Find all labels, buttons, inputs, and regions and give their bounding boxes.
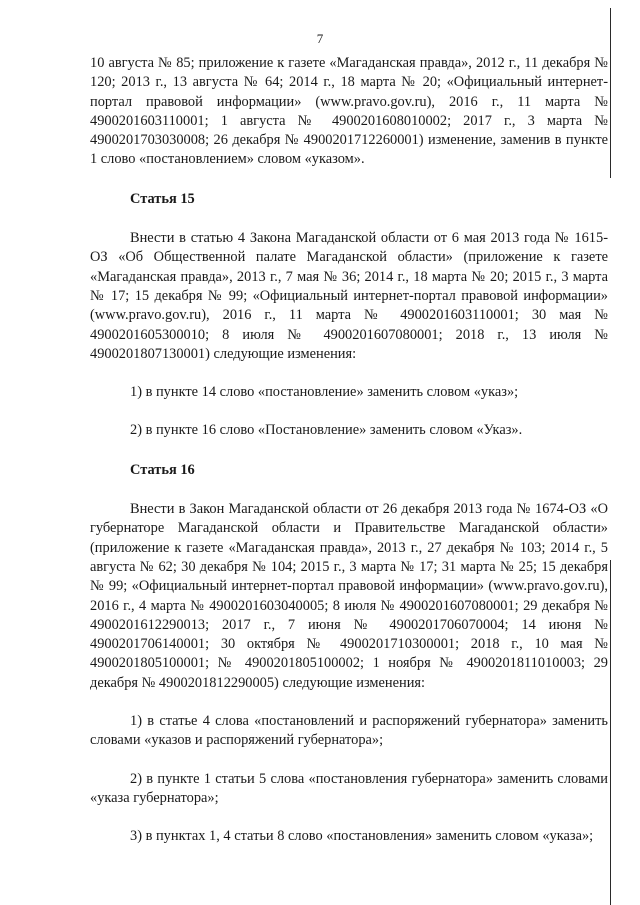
article-16-text: Внести в Закон Магаданской области от 26 декабря 2013 года № 1674-ОЗ «О губернаторе Магаданской области и Правительстве Магаданской области» (приложение к газете «Магаданская правда», 2013 г., 27 декабря № 103; 2014 г., 5 августа № 62; 30 декабря № 104; 2015 г., 3 марта № 17; 31 марта № 25; 15 декабря № 99; «Официальный интернет-портал правовой информации» (www.pravo.gov.ru), 2016 г., 4 марта № 4900201603040005; 8 июля № 4900201607080001; 29 декабря № 4900201612290013; 2017 г., 7 июня № 4900201706070004; 14 июня № 4900201706140001; 30 октября № 4900201710300001; 2018 г., 10 мая № 4900201805100001; № 4900201805100002; 1 ноября № 4900201811010003; 29 декабря № 4900201812290005) следующие изменения:: [90, 501, 608, 691]
page-number: 7: [316, 31, 324, 46]
article-16-item-2: 2) в пункте 1 статьи 5 слова «постановления губернатора» заменить словами «указа губернатора»;: [90, 770, 608, 806]
article-16-item-1: 1) в статье 4 слова «постановлений и распоряжений губернатора» заменить словами «указов и распоряжений губернатора»;: [90, 713, 608, 749]
article-15-item-2: 2) в пункте 16 слово «Постановление» заменить словом «Указ».: [130, 422, 523, 439]
article-15-item-1: 1) в пункте 14 слово «постановление» заменить словом «указ»;: [130, 384, 519, 401]
article-15-text: Внести в статью 4 Закона Магаданской области от 6 мая 2013 года № 1615-ОЗ «Об Общественной палате Магаданской области» (приложение к газете «Магаданская правда», 2013 г., 7 мая № 36; 2014 г., 18 марта № 20; 2015 г., 3 марта № 17; 15 декабря № 99; «Официальный интернет-портал правовой информации» (www.pravo.gov.ru), 2016 г., 11 марта № 4900201603110001; 30 мая № 4900201605300010; 8 июля № 4900201607080001; 2018 г., 13 июля № 4900201807130001) следующие изменения:: [90, 230, 608, 362]
document-body: [90, 54, 608, 847]
paragraph-continuation: 10 августа № 85; приложение к газете «Магаданская правда», 2012 г., 11 декабря № 120; 2013 г., 13 августа № 64; 2014 г., 18 марта № 20; «Официальный интернет-портал правовой информации» (www.pravo.gov.ru), 2016 г., 11 марта № 4900201603110001; 1 августа № 4900201608010002; 2017 г., 3 марта № 4900201703030008; 26 декабря № 4900201712260001) изменение, заменив в пункте 1 слово «постановлением» словом «указом».: [90, 55, 608, 168]
article-16-item-3: 3) в пунктах 1, 4 статьи 8 слово «постановления» заменить словом «указа»;: [130, 828, 594, 845]
article-16-heading: Статья 16: [130, 461, 195, 478]
scan-edge-line-bottom: [610, 560, 611, 905]
scan-edge-line-top: [610, 8, 611, 178]
article-15-heading: Статья 15: [130, 190, 195, 207]
